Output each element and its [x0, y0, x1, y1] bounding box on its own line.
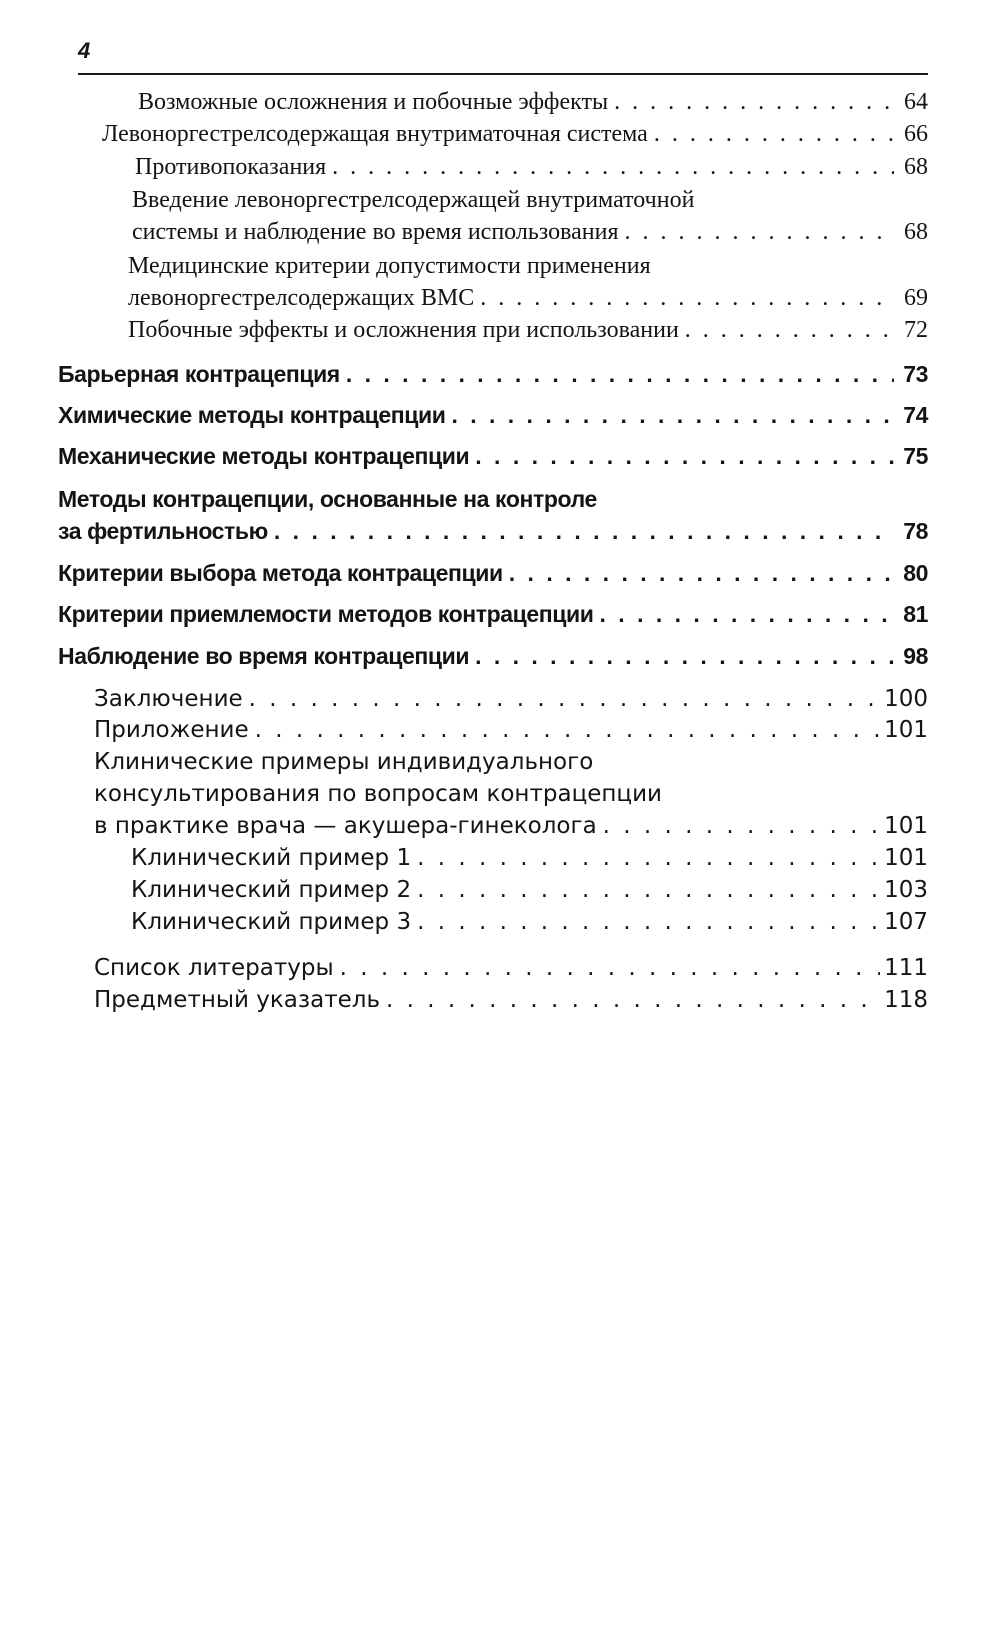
toc-entry-title: Критерии выбора метода контрацепции — [58, 560, 503, 586]
toc-entry-page: 101 — [884, 813, 928, 839]
toc-entry[interactable] — [131, 874, 928, 906]
toc-leader-dots — [480, 282, 894, 314]
toc-entry-page: 66 — [904, 121, 928, 147]
toc-leader-dots — [614, 86, 894, 118]
toc-leader-dots — [451, 399, 894, 431]
toc-entry[interactable] — [94, 714, 928, 746]
toc-entry-title: Заключение — [94, 686, 243, 712]
toc-entry[interactable] — [94, 746, 928, 842]
toc-leader-dots — [346, 358, 894, 390]
toc-leader-dots — [654, 118, 894, 150]
toc-entry-page: 103 — [884, 877, 928, 903]
toc-entry-title: Механические методы контрацепции — [58, 443, 470, 469]
toc-entry[interactable] — [128, 314, 928, 346]
toc-entry-title: Побочные эффекты и осложнения при использовании — [128, 317, 679, 343]
toc-entry-title: за фертильностью — [58, 518, 268, 544]
toc-entry-page: 101 — [884, 717, 928, 743]
toc-entry-title: Барьерная контрацепция — [58, 361, 340, 387]
toc-leader-dots — [600, 598, 894, 630]
toc-entry-page: 100 — [884, 686, 928, 712]
toc-leader-dots — [274, 515, 894, 547]
toc-entry-title: Противопоказания — [135, 154, 327, 180]
toc-leader-dots — [509, 557, 894, 589]
toc-entry-title: Химические методы контрацепции — [58, 402, 446, 428]
toc-entry[interactable] — [135, 151, 928, 183]
toc-entry-page: 74 — [903, 402, 928, 428]
page-number: 4 — [78, 38, 91, 63]
toc-entry-page: 78 — [903, 518, 928, 544]
toc-entry[interactable] — [94, 683, 928, 715]
toc-entry-line: Клинические примеры индивидуального — [94, 749, 594, 775]
toc-entry-page: 81 — [903, 601, 928, 627]
toc-leader-dots — [249, 683, 880, 715]
toc-section-entry[interactable] — [58, 440, 928, 472]
toc-entry-title: Список литературы — [94, 955, 334, 981]
toc-leader-dots — [475, 440, 894, 472]
toc-entry-title: Наблюдение во время контрацепции — [58, 643, 470, 669]
toc-leader-dots — [625, 216, 894, 248]
toc-entry-page: 72 — [904, 317, 928, 343]
toc-section-entry[interactable] — [58, 483, 928, 547]
toc-entry-title: Левоноргестрелсодержащая внутриматочная система — [102, 121, 648, 147]
toc-entry-page: 73 — [903, 361, 928, 387]
toc-leader-dots — [332, 151, 894, 183]
toc-leader-dots — [475, 640, 894, 672]
toc-entry-line: Введение левоноргестрелсодержащей внутриматочной — [132, 187, 695, 213]
toc-entry-title: Клинический пример 3 — [131, 909, 412, 935]
toc-entry-page: 64 — [904, 89, 928, 115]
toc-leader-dots — [386, 984, 880, 1016]
toc-entry-line: консультирования по вопросам контрацепции — [94, 781, 662, 807]
toc-section-entry[interactable] — [58, 557, 928, 589]
toc-leader-dots — [603, 810, 880, 842]
toc-leader-dots — [417, 842, 880, 874]
toc-leader-dots — [417, 906, 880, 938]
toc-section-entry[interactable] — [58, 358, 928, 390]
toc-entry-line: Медицинские критерии допустимости применения — [128, 253, 651, 279]
toc-entry[interactable] — [94, 952, 928, 984]
toc-entry-page: 68 — [904, 154, 928, 180]
header-rule — [78, 73, 928, 75]
toc-entry-page: 118 — [884, 987, 928, 1013]
toc-entry-title: Критерии приемлемости методов контрацепции — [58, 601, 594, 627]
toc-entry-title: Возможные осложнения и побочные эффекты — [138, 89, 609, 115]
toc-section-entry[interactable] — [58, 640, 928, 672]
toc-entry[interactable] — [102, 118, 928, 150]
toc-section-entry[interactable] — [58, 598, 928, 630]
toc-entry-page: 111 — [884, 955, 928, 981]
toc-leader-dots — [417, 874, 880, 906]
toc-leader-dots — [685, 314, 894, 346]
toc-entry[interactable] — [138, 86, 928, 118]
toc-entry-line: Методы контрацепции, основанные на контроле — [58, 486, 597, 512]
toc-entry-title: в практике врача — акушера-гинеколога — [94, 813, 597, 839]
toc-entry-title: Клинический пример 1 — [131, 845, 412, 871]
toc-entry-page: 80 — [903, 560, 928, 586]
toc-entry[interactable] — [131, 842, 928, 874]
toc-entry-page: 101 — [884, 845, 928, 871]
toc-entry-page: 107 — [884, 909, 928, 935]
toc-leader-dots — [340, 952, 880, 984]
toc-entry[interactable] — [131, 906, 928, 938]
toc-leader-dots — [255, 714, 880, 746]
toc-entry[interactable] — [132, 184, 928, 248]
toc-entry-title: левоноргестрелсодержащих ВМС — [128, 285, 475, 311]
toc-entry-title: Приложение — [94, 717, 249, 743]
toc-entry-page: 69 — [904, 285, 928, 311]
toc-section-entry[interactable] — [58, 399, 928, 431]
toc-entry-title: Клинический пример 2 — [131, 877, 412, 903]
toc-entry[interactable] — [94, 984, 928, 1016]
toc-entry[interactable] — [128, 250, 928, 314]
toc-entry-page: 75 — [903, 443, 928, 469]
toc-entry-title: Предметный указатель — [94, 987, 381, 1013]
toc-entry-page: 68 — [904, 219, 928, 245]
toc-entry-page: 98 — [903, 643, 928, 669]
toc-entry-title: системы и наблюдение во время использования — [132, 219, 619, 245]
